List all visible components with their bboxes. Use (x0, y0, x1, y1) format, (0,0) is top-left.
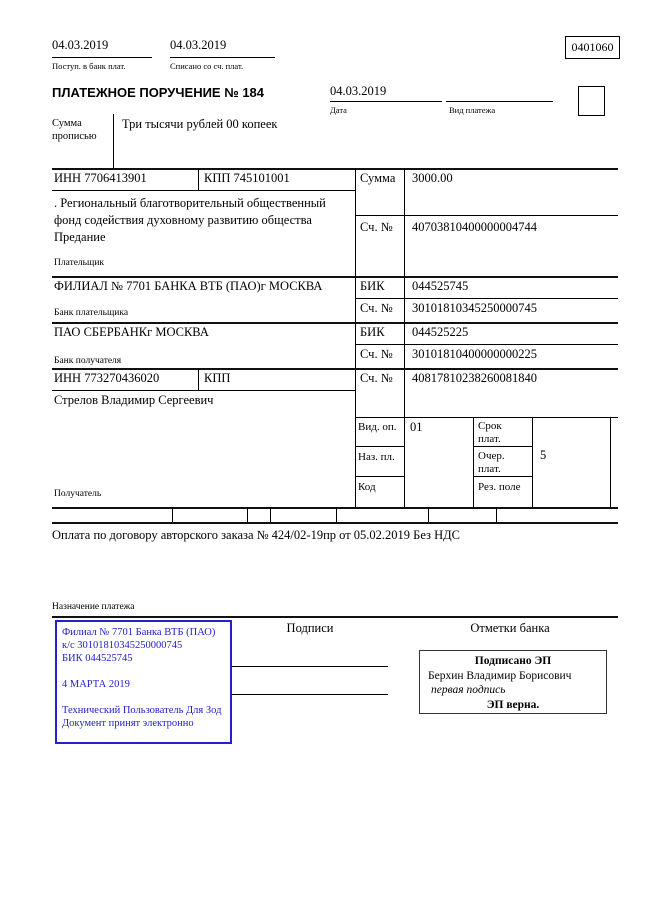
table-line (52, 322, 618, 324)
priority-value: 5 (540, 448, 547, 462)
payer-section-label: Плательщик (54, 258, 105, 268)
payer-bank-account: 30101810345250000745 (412, 301, 537, 315)
payment-purpose-text: Оплата по договору авторского заказа № 424/02-19пр от 05.02.2019 Без НДС (52, 528, 461, 542)
stamp-bank-name: Филиал № 7701 Банка ВТБ (ПАО) (62, 627, 216, 638)
table-line (355, 298, 618, 299)
payment-purpose-label: Назначение платежа (52, 602, 135, 612)
debited-date-value: 04.03.2019 (170, 38, 227, 52)
payer-name: . Региональный благотворительный общественный фонд содействия духовному развитию общества Предание (54, 196, 326, 244)
esig-subtitle: первая подпись (431, 684, 506, 696)
table-line (52, 522, 618, 524)
payee-inn: ИНН 773270436020 (54, 371, 160, 385)
esig-name: Берхин Владимир Борисович (428, 669, 572, 682)
document-date-underline (330, 101, 442, 102)
document-title: ПЛАТЕЖНОЕ ПОРУЧЕНИЕ № 184 (52, 85, 265, 100)
table-line (610, 417, 611, 507)
payer-inn: ИНН 7706413901 (54, 171, 147, 185)
received-date-label: Поступ. в банк плат. (52, 61, 126, 71)
tax-field-divider (247, 507, 248, 522)
tax-field-divider (270, 507, 271, 522)
table-line (355, 476, 404, 477)
signature-line (232, 694, 388, 695)
code-label: Код (358, 481, 376, 493)
payer-bank-account-label: Сч. № (360, 301, 393, 315)
purpose-code-label: Наз. пл. (358, 451, 395, 463)
table-line (52, 507, 618, 509)
table-line (355, 417, 618, 418)
payment-type-label: Вид платежа (449, 105, 496, 115)
payee-bank-bik: 044525225 (412, 325, 469, 339)
stamp-bik: БИК 044525745 (62, 653, 133, 664)
amount-label: Сумма (360, 171, 396, 185)
amount-value: 3000.00 (412, 171, 453, 185)
op-type-label: Вид. оп. (358, 421, 397, 433)
payment-type-box (578, 86, 605, 116)
payee-bank-name: ПАО СБЕРБАНКг МОСКВА (54, 325, 209, 339)
stamp-operator: Технический Пользователь Для Зод (62, 705, 222, 716)
payment-type-underline (446, 101, 553, 102)
document-date-value: 04.03.2019 (330, 84, 387, 98)
priority-label: Очер. плат. (478, 450, 505, 475)
payer-bank-name: ФИЛИАЛ № 7701 БАНКА ВТБ (ПАО)г МОСКВА (54, 279, 323, 293)
stamp-spacer (62, 665, 225, 678)
stamp-corr-account: к/с 30101810345250000745 (62, 640, 183, 651)
esig-title: Подписано ЭП (474, 655, 552, 667)
table-line (198, 368, 199, 390)
payer-account: 40703810400000004744 (412, 220, 537, 234)
table-line (52, 276, 618, 278)
debited-date-underline (170, 57, 275, 58)
bank-marks-header: Отметки банка (470, 621, 550, 635)
payer-account-label: Сч. № (360, 220, 393, 234)
electronic-signature-box (419, 650, 607, 714)
signature-line (232, 666, 388, 667)
payer-bank-bik: 044525745 (412, 279, 469, 293)
amount-words-label: Сумма прописью (52, 118, 97, 142)
table-line (355, 446, 404, 447)
op-type-value: 01 (410, 420, 423, 434)
table-line (198, 168, 199, 190)
tax-field-divider (496, 507, 497, 522)
amount-words-value: Три тысячи рублей 00 копеек (122, 117, 278, 131)
stamp-date: 4 МАРТА 2019 (62, 679, 130, 690)
signatures-header: Подписи (286, 621, 334, 635)
payer-bank-section-label: Банк плательщика (54, 308, 129, 318)
payee-bank-section-label: Банк получателя (54, 356, 122, 366)
table-line (52, 390, 355, 391)
received-date-underline (52, 57, 152, 58)
stamp-spacer (62, 691, 225, 704)
payee-bank-account-label: Сч. № (360, 347, 393, 361)
table-line (473, 446, 532, 447)
document-date-label: Дата (330, 105, 347, 115)
payee-bank-bik-label: БИК (360, 325, 385, 339)
tax-field-divider (336, 507, 337, 522)
table-line (355, 215, 618, 216)
form-code-box: 0401060 (565, 36, 620, 59)
footer-section-line (52, 616, 618, 618)
table-line (52, 190, 355, 191)
tax-field-divider (428, 507, 429, 522)
payee-account-label: Сч. № (360, 371, 393, 385)
table-line (52, 168, 618, 170)
table-line (473, 476, 532, 477)
payee-kpp-label: КПП (204, 371, 231, 385)
table-line (532, 417, 533, 507)
reserve-field-label: Рез. поле (478, 481, 521, 493)
bank-stamp (55, 620, 232, 744)
table-line (355, 168, 356, 507)
payer-bank-bik-label: БИК (360, 279, 385, 293)
table-line (404, 168, 405, 507)
payee-section-label: Получатель (54, 489, 102, 499)
esig-verified: ЭП верна. (486, 698, 540, 711)
payee-name: Стрелов Владимир Сергеевич (54, 393, 214, 407)
amount-words-divider (113, 114, 114, 168)
stamp-accepted-note: Документ принят электронно (62, 718, 194, 729)
received-date-value: 04.03.2019 (52, 38, 109, 52)
table-line (355, 344, 618, 345)
table-line (52, 368, 618, 370)
payee-account: 40817810238260081840 (412, 371, 537, 385)
debited-date-label: Списано со сч. плат. (170, 61, 244, 71)
table-line (473, 417, 474, 507)
due-date-label: Срок плат. (478, 420, 502, 445)
payer-kpp: КПП 745101001 (204, 171, 290, 185)
tax-field-divider (172, 507, 173, 522)
payee-bank-account: 30101810400000000225 (412, 347, 537, 361)
